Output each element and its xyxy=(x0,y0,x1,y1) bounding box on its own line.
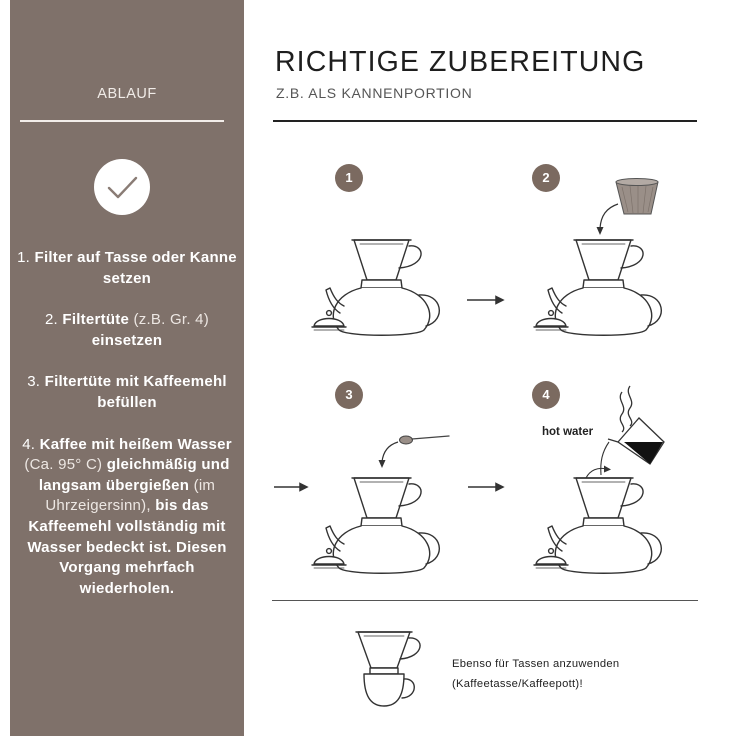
check-icon xyxy=(94,159,150,215)
step-badge-3: 3 xyxy=(335,381,363,409)
kettle-icon xyxy=(608,418,664,464)
instruction-step-1 xyxy=(10,248,244,289)
arrow-curve-icon xyxy=(597,204,619,235)
sidebar xyxy=(10,0,244,736)
cup-note-line: Ebenso für Tassen anzuwenden xyxy=(452,658,620,670)
header-divider xyxy=(273,120,697,122)
teapot-icon xyxy=(534,240,661,335)
steam-icon xyxy=(620,386,631,432)
paper-filter-icon xyxy=(616,179,658,215)
step-number: 1. xyxy=(17,249,31,266)
teapot-icon xyxy=(534,478,661,573)
step-text: Filter auf Tasse oder Kanne setzen xyxy=(34,249,237,287)
page-title: RICHTIGE ZUBEREITUNG xyxy=(275,46,646,78)
step-badge-4: 4 xyxy=(532,381,560,409)
bottom-divider xyxy=(272,600,698,601)
cup-icon xyxy=(356,632,420,706)
step-text: Kaffee mit heißem Wasser xyxy=(39,435,232,453)
step-text: einsetzen xyxy=(91,331,163,349)
hot-water-label: hot water xyxy=(542,426,594,438)
brewing-illustration xyxy=(244,130,714,730)
step-note: (z.B. Gr. 4) xyxy=(129,311,210,329)
step-number: 4. xyxy=(22,435,36,453)
step-note: (Ca. 95° C) xyxy=(24,456,107,474)
cup-note-line: (Kaffeetasse/Kaffeepott)! xyxy=(452,678,583,690)
teapot-icon xyxy=(312,478,439,573)
arrow-right-icon xyxy=(468,484,503,491)
step-number: 2. xyxy=(44,311,58,329)
step-text: gleichmäßig und langsam übergießen xyxy=(38,456,230,494)
step-text: bis das Kaffeemehl vollständig mit Wasser bedeckt ist. Diesen Vorgang mehrfach wiederholen. xyxy=(27,497,227,597)
arrow-curve-icon xyxy=(379,442,399,468)
instruction-step-2 xyxy=(10,310,244,351)
arrow-right-icon xyxy=(467,297,503,304)
step-number: 3. xyxy=(27,373,41,391)
step-badge-1: 1 xyxy=(335,164,363,192)
sidebar-divider xyxy=(20,120,224,122)
step-text: Filtertüte xyxy=(62,311,130,329)
instruction-step-3 xyxy=(10,372,244,413)
step-note: (im Uhrzeigersinn), xyxy=(45,476,216,515)
pour-arrow-icon xyxy=(586,442,611,478)
sidebar-title: ABLAUF xyxy=(97,86,157,102)
teapot-icon xyxy=(312,240,439,335)
arrow-right-icon xyxy=(274,484,307,491)
step-badge-2: 2 xyxy=(532,164,560,192)
spoon-icon xyxy=(400,436,450,444)
instruction-steps xyxy=(10,248,244,620)
page-subtitle: Z.B. ALS KANNENPORTION xyxy=(276,85,473,101)
cup-note xyxy=(452,654,619,694)
step-text: Filtertüte mit Kaffeemehl befüllen xyxy=(44,373,227,411)
instruction-step-4 xyxy=(10,435,244,600)
